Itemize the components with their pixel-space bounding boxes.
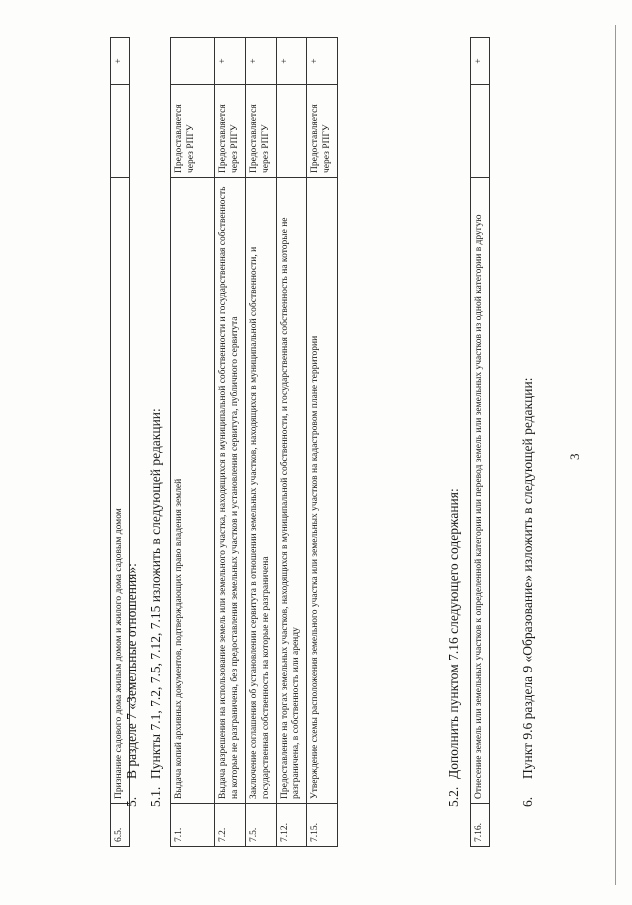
row-text: Предоставление на торгах земельных участков, находящихся в муниципальной собственности, и государственная собственность на которые не разграничена, в собственность или аренду (276, 178, 307, 804)
row-mark: + (276, 38, 307, 85)
table-row (245, 38, 276, 847)
row-note (111, 85, 130, 178)
row-note (471, 85, 490, 178)
row-number: 7.12. (276, 804, 307, 847)
row-number: 7.16. (471, 804, 490, 847)
row-number: 7.1. (171, 804, 215, 847)
row-text: Признание садового дома жилым домом и жилого дома садовым домом (111, 178, 130, 804)
row-mark: + (111, 38, 130, 85)
land-services-table (170, 37, 338, 847)
row-number: 7.15. (307, 804, 338, 847)
row-note (276, 85, 307, 178)
row-text: Выдача разрешения на использование земель или земельного участка, находящихся в муниципальной собственности и государственная собственность на которые не разграничена, без предоставления земельных участков и установления сервитута, публичного сервитута (215, 178, 246, 804)
row-text: Отнесение земель или земельных участков к определенной категории или перевод земель или земельных участков из одной категории в другую (471, 178, 490, 804)
row-mark: + (215, 38, 246, 85)
row-note: Предоставляется через РПГУ (245, 85, 276, 178)
row-text: Выдача копий архивных документов, подтверждающих право владения землей (171, 178, 215, 804)
row-text: Заключение соглашения об установлении сервитута в отношении земельных участков, находящихся в муниципальной собственности, и государственная собственность на которые не разграничена (245, 178, 276, 804)
row-note: Предоставляется через РПГУ (307, 85, 338, 178)
row-note: Предоставляется через РПГУ (171, 85, 215, 178)
row-mark: + (307, 38, 338, 85)
row-text: Утверждение схемы расположения земельного участка или земельных участков на кадастровом плане территории (307, 178, 338, 804)
row-mark: + (245, 38, 276, 85)
section-6-heading: 6.Пункт 9.6 раздела 9 «Образование» изложить в следующей редакции: (520, 377, 535, 807)
scan-edge-line (615, 25, 616, 885)
row-number: 7.2. (215, 804, 246, 847)
table-row (276, 38, 307, 847)
added-service-table (470, 37, 490, 847)
section-5-1-heading: 5.1.Пункты 7.1, 7.2, 7.5, 7.12, 7.15 изложить в следующей редакции: (148, 408, 163, 807)
row-mark: + (471, 38, 490, 85)
row-number: 7.5. (245, 804, 276, 847)
row-number: 6.5. (111, 804, 130, 847)
table-row (307, 38, 338, 847)
section-5-2-heading: 5.2.Дополнить пунктом 7.16 следующего содержания: (446, 488, 461, 807)
table-row (215, 38, 246, 847)
page-number: 3 (567, 453, 582, 460)
table-row (171, 38, 215, 847)
row-mark (171, 38, 215, 85)
row-note: Предоставляется через РПГУ (215, 85, 246, 178)
table-row (471, 38, 490, 847)
section-5-heading: 5.В разделе 7 «Земельные отношения»: (124, 563, 139, 807)
